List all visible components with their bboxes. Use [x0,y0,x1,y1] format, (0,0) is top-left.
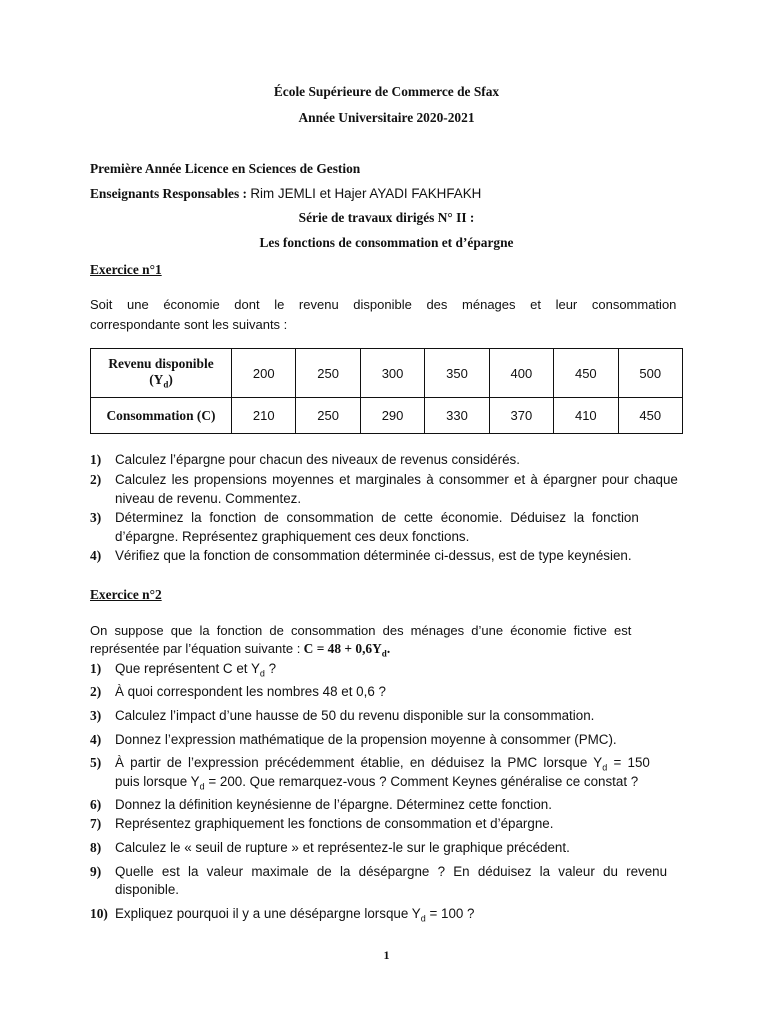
exercise1-intro-line2: correspondante sont les suivants : [90,317,288,332]
consumption-equation: $C = 48 + 0,6Y_d$. [303,641,391,659]
exercise2-question-1: 1) Que représentent C et $Y_d$ ? [90,661,277,679]
table-cell: 450 [554,349,618,398]
exercise1-question-1: 1) Calculez l’épargne pour chacun des niveaux de revenus considérés. [90,452,520,467]
academic-year: Année Universitaire 2020-2021 [298,110,475,125]
exercise2-intro-line1: On suppose que la fonction de consommation des ménages d’une économie fictive est [90,623,632,638]
exercise2-question-3: 3) Calculez l’impact d’une hausse de 50 du revenu disponible sur la consommation. [90,708,595,723]
exercise2-question-6: 6) Donnez la définition keynésienne de l’épargne. Déterminez cette fonction. [90,797,552,812]
table-cell: 290 [360,398,424,434]
exercise1-question-3: 3) Déterminez la fonction de consommation de cette économie. Déduisez la fonction [90,510,639,525]
document-page: École Supérieure de Commerce de Sfax Année Universitaire 2020-2021 Première Année Licence en Sciences de Gestion Enseignants Responsables : Rim JEMLI et Hajer AYADI FAKHFAKH Série de travaux dirigés N° II : Les fonctions de consommation et d’épargne Exercice n°1 Soit une économie dont le revenu disponible des ménages et leur consommation correspondante sont les suivants : Revenu disponible $(Y_d)$ 200 250 300 350 400 450 500 Consommation (C) 210 250 290 330 370 410 450 1) Calculez l’épargne pour chacun des niveaux de revenus considérés. 2) Calculez les propensions moyennes et marginales à consommer et à épargner pour chaque niveau de revenu. Commentez. 3) Déterminez la fonction de consommation de cette économie. Déduisez la fonction d’épargne. Représentez graphiquement ces deux fonctions. 4) Vérifiez que la fonction de consommation déterminée ci-dessus, est de type keynésien. Exercice n°2 On suppose que la fonction de consommation des ménages d’une économie fictive est représentée par l’équation suivante : $C = 48 + 0,6Y_d$. 1) Que représentent C et $Y_d$ ? 2) À quoi correspondent les nombres 48 et 0,6 ? 3) Calculez l’impact d’une hausse de 50 du revenu disponible sur la consommation. 4) Donnez l’expression mathématique de la propension moyenne à consommer (PMC). 5) À partir de l’expression précédemment établie, en déduisez la PMC lorsque $Y_d = 150$ puis lorsque $Y_d = 200$. Que remarquez-vous ? Comment Keynes généralise ce constat ? 6) Donnez la définition keynésienne de l’épargne. Déterminez cette fonction. 7) Représentez graphiquement les fonctions de consommation et d’épargne. 8) Calculez le « seuil de rupture » et représentez-le sur le graphique précédent. 9) Quelle est la valeur maximale de la désépargne ? En déduisez la valeur du revenu disponible. 10) Expliquez pourquoi il y a une désépargne lorsque $Y_d = 100$ ? 1 [90,0,683,1024]
teachers-names: Rim JEMLI et Hajer AYADI FAKHFAKH [250,186,482,201]
exercise2-question-10: 10) Expliquez pourquoi il y a une désépargne lorsque $Y_d = 100$ ? [90,906,475,924]
page-number: 1 [383,948,390,962]
exercise1-intro-line1: Soit une économie dont le revenu disponible des ménages et leur consommation [90,297,677,312]
table-cell: 400 [489,349,553,398]
table-cell: 330 [425,398,489,434]
table-cell: 350 [425,349,489,398]
teachers-label: Enseignants Responsables : [90,186,248,201]
table-cell: 370 [489,398,553,434]
exercise2-title: Exercice n°2 [90,587,162,602]
table-cell: 450 [618,398,682,434]
exercise2-question-9: 9) Quelle est la valeur maximale de la désépargne ? En déduisez la valeur du revenu [90,864,668,879]
exercise1-question-4: 4) Vérifiez que la fonction de consommation déterminée ci-dessus, est de type keynésien. [90,548,632,563]
table-row-income [91,349,683,398]
table-header-consumption: Consommation (C) [91,398,232,434]
exercise2-question-8: 8) Calculez le « seuil de rupture » et représentez-le sur le graphique précédent. [90,840,570,855]
subject-title: Les fonctions de consommation et d’épargne [259,235,514,250]
table-cell: 250 [296,349,360,398]
table-cell: 210 [232,398,296,434]
exercise2-intro-line2: représentée par l’équation suivante : $C = 48 + 0,6Y_d$. [90,641,391,659]
exercise2-question-2: 2) À quoi correspondent les nombres 48 et 0,6 ? [90,684,386,699]
exercise1-question-2: 2) Calculez les propensions moyennes et marginales à consommer et à épargner pour chaque [90,472,678,487]
exercise1-title: Exercice n°1 [90,262,162,277]
program-title: Première Année Licence en Sciences de Gestion [90,161,361,176]
exercise2-question-7: 7) Représentez graphiquement les fonctions de consommation et d’épargne. [90,816,554,831]
income-consumption-table [90,348,683,434]
table-cell: 200 [232,349,296,398]
teachers-line [90,186,481,202]
table-cell: 300 [360,349,424,398]
table-cell: 500 [618,349,682,398]
exercise2-question-4: 4) Donnez l’expression mathématique de la propension moyenne à consommer (PMC). [90,732,617,747]
table-cell: 250 [296,398,360,434]
exercise2-question-5: 5) À partir de l’expression précédemment établie, en déduisez la PMC lorsque $Y_d = 150$ [90,755,650,773]
series-title: Série de travaux dirigés N° II : [298,210,475,225]
school-name: École Supérieure de Commerce de Sfax [273,84,500,99]
table-row-consumption [91,398,683,434]
table-cell: 410 [554,398,618,434]
table-header-income: Revenu disponible $(Y_d)$ [91,349,232,398]
